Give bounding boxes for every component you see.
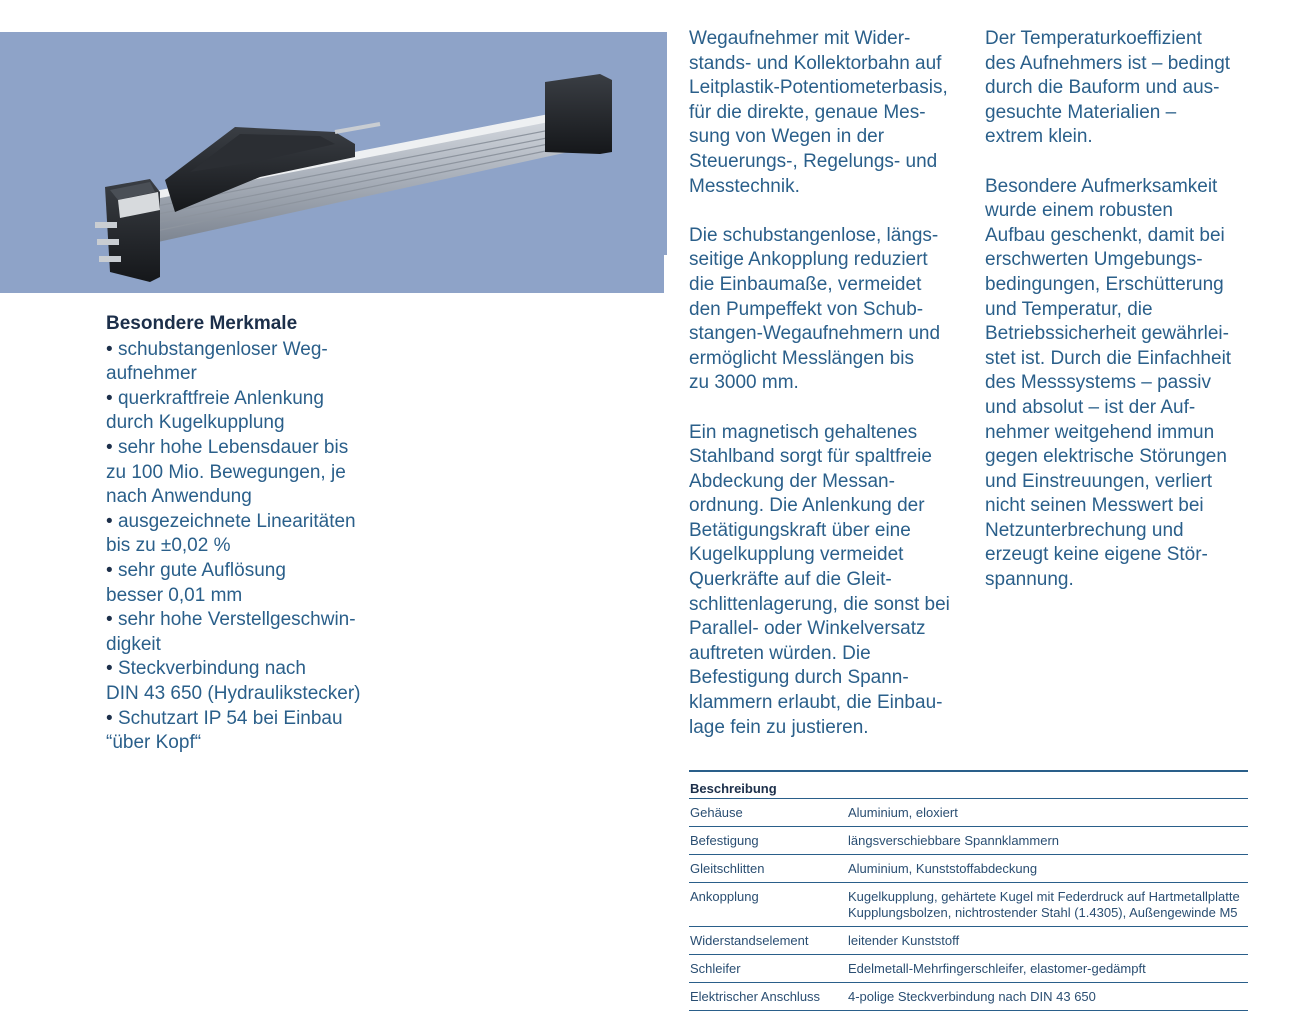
spec-key: Schleifer <box>690 961 741 976</box>
spec-value-line: Aluminium, eloxiert <box>848 805 958 820</box>
text-line: des Aufnehmers ist – bedingt <box>985 52 1231 74</box>
spec-value <box>848 889 1248 921</box>
features-title: Besondere Merkmale <box>106 313 298 334</box>
text-line: lage fein zu justieren. <box>689 716 869 738</box>
text-line: Betätigungskraft über eine <box>689 519 911 541</box>
item-line: DIN 43 650 (Hydraulikstecker) <box>106 682 361 704</box>
item-line: bis zu ±0,02 % <box>106 535 231 557</box>
text-line: gesuchte Materialien – <box>985 101 1177 123</box>
text-line: Parallel- oder Winkelversatz <box>689 618 926 640</box>
spec-value <box>848 805 1248 821</box>
text-line: Befestigung durch Spann- <box>689 667 909 689</box>
text-line: stet ist. Durch die Einfachheit <box>985 347 1232 369</box>
text-line: wurde einem robusten <box>985 200 1173 222</box>
text-line: sung von Wegen in der <box>689 126 885 148</box>
text-line: und Einstreuungen, verliert <box>985 470 1213 492</box>
spec-value <box>848 833 1248 849</box>
bullet-icon: • <box>106 658 113 680</box>
text-line: für die direkte, genaue Mes- <box>689 101 926 123</box>
text-line: Aufbau geschenkt, damit bei <box>985 224 1225 246</box>
bullet-icon: • <box>106 707 113 729</box>
item-line: querkraftfreie Anlenkung <box>117 387 324 409</box>
text-line: Wegaufnehmer mit Wider- <box>689 28 911 49</box>
text-line: die Einbaumaße, vermeidet <box>689 273 922 295</box>
spec-value-line: längsverschiebbare Spannklammern <box>848 833 1060 848</box>
item-line: schubstangenloser Weg- <box>117 338 328 360</box>
text-line: bedingungen, Erschütterung <box>985 273 1224 295</box>
features-list <box>106 338 396 756</box>
list-item <box>106 559 396 608</box>
text-line: Kugelkupplung vermeidet <box>689 544 904 566</box>
spec-value-line: leitender Kunststoff <box>848 933 960 948</box>
spec-key: Elektrischer Anschluss <box>690 989 821 1004</box>
text-line: schlittenlagerung, die sonst bei <box>689 593 950 615</box>
item-line: besser 0,01 mm <box>106 584 243 606</box>
table-row <box>689 983 1248 1011</box>
list-item <box>106 387 396 436</box>
spec-value <box>848 989 1248 1005</box>
bullet-icon: • <box>106 609 113 631</box>
linear-transducer-illustration <box>0 32 664 293</box>
spec-key: Gehäuse <box>690 805 743 820</box>
bullet-icon: • <box>106 510 113 532</box>
paragraph <box>689 421 969 741</box>
text-line: Messtechnik. <box>689 175 800 197</box>
list-item <box>106 707 396 756</box>
spec-value <box>848 961 1248 977</box>
text-line: klammern erlaubt, die Einbau- <box>689 692 943 714</box>
spec-value-line: Kugelkupplung, gehärtete Kugel mit Federdruck auf Hartmetallplatte <box>848 889 1240 904</box>
item-line: “über Kopf“ <box>106 732 202 754</box>
spec-table-header: Beschreibung <box>689 770 1248 799</box>
table-row <box>689 955 1248 983</box>
item-line: digkeit <box>106 633 161 655</box>
spec-value <box>848 861 1248 877</box>
text-line: durch die Bauform und aus- <box>985 77 1220 99</box>
spec-value-line: Kupplungsbolzen, nichtrostender Stahl (1.4305), Außengewinde M5 <box>848 905 1238 920</box>
table-row <box>689 799 1248 827</box>
table-row <box>689 855 1248 883</box>
text-line: erzeugt keine eigene Stör- <box>985 544 1208 566</box>
item-line: Schutzart IP 54 bei Einbau <box>117 707 343 729</box>
item-line: zu 100 Mio. Bewegungen, je <box>106 461 346 483</box>
text-line: stangen-Wegaufnehmern und <box>689 323 941 345</box>
text-line: Steuerungs-, Regelungs- und <box>689 150 938 172</box>
bullet-icon: • <box>106 387 113 409</box>
text-line: nehmer weitgehend immun <box>985 421 1215 443</box>
text-line: Abdeckung der Messan- <box>689 470 895 492</box>
product-image <box>0 32 664 293</box>
text-line: auftreten würden. Die <box>689 642 871 664</box>
item-line: sehr hohe Verstellgeschwin- <box>117 609 356 631</box>
item-line: ausgezeichnete Linearitäten <box>117 510 356 532</box>
spec-value-line: Aluminium, Kunststoffabdeckung <box>848 861 1038 876</box>
text-line: ermöglicht Messlängen bis <box>689 347 914 369</box>
text-line: ordnung. Die Anlenkung der <box>689 495 925 517</box>
text-line: extrem klein. <box>985 126 1093 148</box>
bullet-icon: • <box>106 436 113 458</box>
text-line: stands- und Kollektorbahn auf <box>689 52 942 74</box>
text-line: Leitplastik-Potentiometerbasis, <box>689 77 948 99</box>
item-line: Steckverbindung nach <box>117 658 306 680</box>
text-line: Querkräfte auf die Gleit- <box>689 569 892 591</box>
spec-key: Gleitschlitten <box>690 861 765 876</box>
text-line: Der Temperaturkoeffizient <box>985 28 1202 49</box>
text-line: spannung. <box>985 569 1074 591</box>
item-line: durch Kugelkupplung <box>106 412 285 434</box>
item-line: sehr hohe Lebensdauer bis <box>117 436 349 458</box>
table-row <box>689 883 1248 927</box>
spec-key: Befestigung <box>690 833 759 848</box>
spec-value-line: 4-polige Steckverbindung nach DIN 43 650 <box>848 989 1096 1004</box>
text-line: Stahlband sorgt für spaltfreie <box>689 446 932 468</box>
item-line: nach Anwendung <box>106 486 252 508</box>
text-line: und absolut – ist der Auf- <box>985 396 1196 418</box>
text-line: Die schubstangenlose, längs- <box>689 224 939 246</box>
item-line: aufnehmer <box>106 363 197 385</box>
spec-table <box>689 770 1248 1011</box>
text-line: seitige Ankopplung reduziert <box>689 249 928 271</box>
hero-edge-strip <box>664 32 667 255</box>
paragraph <box>689 224 969 396</box>
bullet-icon: • <box>106 559 113 581</box>
features-section <box>106 312 396 756</box>
text-line: des Messsystems – passiv <box>985 372 1211 394</box>
text-line: Ein magnetisch gehaltenes <box>689 421 918 443</box>
list-item <box>106 436 396 510</box>
text-line: den Pumpeffekt von Schub- <box>689 298 924 320</box>
paragraph <box>985 27 1255 150</box>
spec-value-line: Edelmetall-Mehrfingerschleifer, elastomer-gedämpft <box>848 961 1146 976</box>
table-row <box>689 927 1248 955</box>
item-line: sehr gute Auflösung <box>117 559 286 581</box>
bullet-icon: • <box>106 338 113 360</box>
list-item <box>106 338 396 387</box>
spec-key: Ankopplung <box>690 889 759 904</box>
spec-value <box>848 933 1248 949</box>
list-item <box>106 608 396 657</box>
text-line: zu 3000 mm. <box>689 372 799 394</box>
text-line: Betriebssicherheit gewährlei- <box>985 323 1229 345</box>
list-item <box>106 657 396 706</box>
text-line: gegen elektrische Störungen <box>985 446 1227 468</box>
text-line: Besondere Aufmerksamkeit <box>985 175 1218 197</box>
table-row <box>689 827 1248 855</box>
list-item <box>106 510 396 559</box>
text-line: und Temperatur, die <box>985 298 1153 320</box>
spec-key: Widerstandselement <box>690 933 809 948</box>
text-line: erschwerten Umgebungs- <box>985 249 1203 271</box>
text-column-a <box>689 27 969 765</box>
paragraph <box>689 27 969 199</box>
text-column-b <box>985 27 1255 617</box>
paragraph <box>985 175 1255 593</box>
text-line: Netzunterbrechung und <box>985 519 1184 541</box>
text-line: nicht seinen Messwert bei <box>985 495 1204 517</box>
